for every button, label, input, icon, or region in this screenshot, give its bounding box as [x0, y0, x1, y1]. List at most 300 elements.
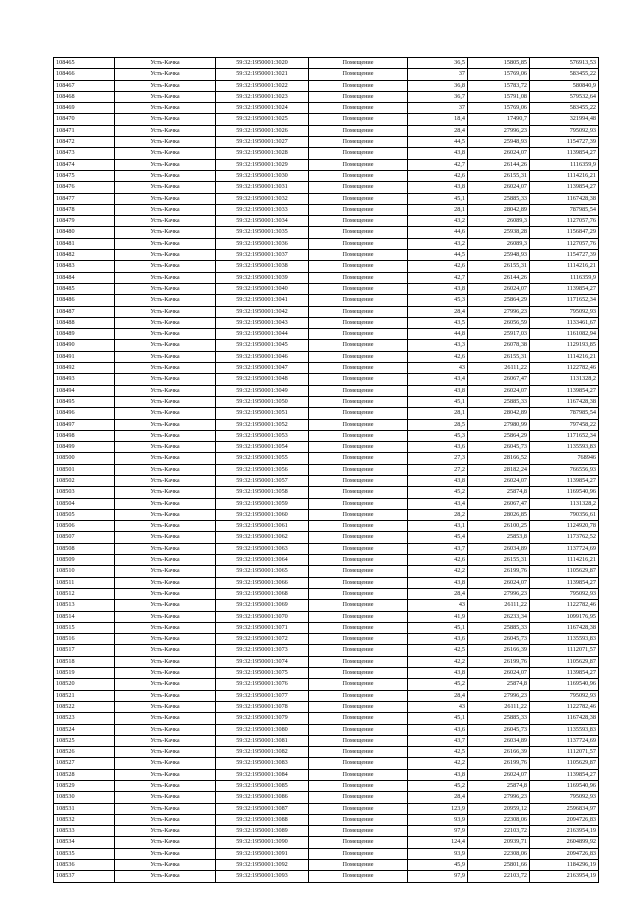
- cadastral-value-cell: 1105629,87: [530, 566, 599, 577]
- area-cell: 28,4: [408, 690, 468, 701]
- cadastral-value-cell: 1167428,38: [530, 622, 599, 633]
- object-type-cell: Помещение: [309, 792, 408, 803]
- cadastral-value-cell: 1131328,2: [530, 374, 599, 385]
- area-cell: 45,1: [408, 713, 468, 724]
- row-number-cell: 108498: [54, 430, 115, 441]
- table-row: [54, 170, 599, 181]
- row-number-cell: 108497: [54, 419, 115, 430]
- area-cell: 43,8: [408, 475, 468, 486]
- object-type-cell: Помещение: [309, 679, 408, 690]
- row-number-cell: 108476: [54, 182, 115, 193]
- table-row: [54, 419, 599, 430]
- object-type-cell: Помещение: [309, 306, 408, 317]
- cadastral-value-cell: 1139854,27: [530, 475, 599, 486]
- table-row: [54, 543, 599, 554]
- cadastral-value-cell: 1171652,34: [530, 295, 599, 306]
- cadastral-number-cell: 59:32:1950001:3082: [216, 747, 309, 758]
- table-row: [54, 91, 599, 102]
- settlement-cell: Усть-Качка: [115, 58, 216, 69]
- table-row: [54, 600, 599, 611]
- unit-value-cell: 26111,22: [468, 701, 530, 712]
- cadastral-number-cell: 59:32:1950001:3090: [216, 837, 309, 848]
- row-number-cell: 108511: [54, 577, 115, 588]
- row-number-cell: 108484: [54, 272, 115, 283]
- area-cell: 44,8: [408, 329, 468, 340]
- area-cell: 43,8: [408, 385, 468, 396]
- table-row: [54, 656, 599, 667]
- unit-value-cell: 28042,89: [468, 204, 530, 215]
- cadastral-value-cell: 1112071,57: [530, 645, 599, 656]
- settlement-cell: Усть-Качка: [115, 193, 216, 204]
- settlement-cell: Усть-Качка: [115, 487, 216, 498]
- table-row: [54, 204, 599, 215]
- cadastral-value-cell: 2094726,83: [530, 848, 599, 859]
- unit-value-cell: 26155,31: [468, 170, 530, 181]
- table-row: [54, 588, 599, 599]
- cadastral-number-cell: 59:32:1950001:3041: [216, 295, 309, 306]
- cadastral-value-cell: 1114216,21: [530, 351, 599, 362]
- unit-value-cell: 25801,66: [468, 860, 530, 871]
- row-number-cell: 108469: [54, 103, 115, 114]
- object-type-cell: Помещение: [309, 814, 408, 825]
- object-type-cell: Помещение: [309, 182, 408, 193]
- cadastral-value-cell: 1167428,38: [530, 396, 599, 407]
- row-number-cell: 108523: [54, 713, 115, 724]
- table-row: [54, 577, 599, 588]
- table-row: [54, 566, 599, 577]
- object-type-cell: Помещение: [309, 283, 408, 294]
- table-row: [54, 464, 599, 475]
- unit-value-cell: 22103,72: [468, 826, 530, 837]
- cadastral-value-cell: 1156847,29: [530, 227, 599, 238]
- settlement-cell: Усть-Качка: [115, 634, 216, 645]
- cadastral-number-cell: 59:32:1950001:3083: [216, 758, 309, 769]
- unit-value-cell: 26067,47: [468, 374, 530, 385]
- cadastral-number-cell: 59:32:1950001:3036: [216, 238, 309, 249]
- row-number-cell: 108507: [54, 532, 115, 543]
- cadastral-number-cell: 59:32:1950001:3080: [216, 724, 309, 735]
- cadastral-number-cell: 59:32:1950001:3037: [216, 250, 309, 261]
- table-row: [54, 622, 599, 633]
- area-cell: 43,8: [408, 283, 468, 294]
- settlement-cell: Усть-Качка: [115, 509, 216, 520]
- unit-value-cell: 22308,06: [468, 848, 530, 859]
- table-row: [54, 374, 599, 385]
- cadastral-number-cell: 59:32:1950001:3071: [216, 622, 309, 633]
- settlement-cell: Усть-Качка: [115, 871, 216, 882]
- cadastral-number-cell: 59:32:1950001:3079: [216, 713, 309, 724]
- area-cell: 18,4: [408, 114, 468, 125]
- settlement-cell: Усть-Качка: [115, 735, 216, 746]
- row-number-cell: 108505: [54, 509, 115, 520]
- settlement-cell: Усть-Качка: [115, 114, 216, 125]
- cadastral-value-cell: 2596834,97: [530, 803, 599, 814]
- cadastral-number-cell: 59:32:1950001:3053: [216, 430, 309, 441]
- settlement-cell: Усть-Качка: [115, 645, 216, 656]
- table-body: [54, 58, 599, 883]
- cadastral-number-cell: 59:32:1950001:3075: [216, 668, 309, 679]
- settlement-cell: Усть-Качка: [115, 521, 216, 532]
- object-type-cell: Помещение: [309, 148, 408, 159]
- settlement-cell: Усть-Качка: [115, 137, 216, 148]
- settlement-cell: Усть-Качка: [115, 351, 216, 362]
- table-row: [54, 555, 599, 566]
- cadastral-number-cell: 59:32:1950001:3084: [216, 769, 309, 780]
- cadastral-number-cell: 59:32:1950001:3076: [216, 679, 309, 690]
- cadastral-value-cell: 1135593,83: [530, 634, 599, 645]
- cadastral-value-cell: 1137724,69: [530, 735, 599, 746]
- area-cell: 45,4: [408, 532, 468, 543]
- object-type-cell: Помещение: [309, 543, 408, 554]
- settlement-cell: Усть-Качка: [115, 826, 216, 837]
- object-type-cell: Помещение: [309, 80, 408, 91]
- area-cell: 43,8: [408, 668, 468, 679]
- object-type-cell: Помещение: [309, 340, 408, 351]
- table-row: [54, 453, 599, 464]
- object-type-cell: Помещение: [309, 69, 408, 80]
- cadastral-value-cell: 583455,22: [530, 69, 599, 80]
- row-number-cell: 108527: [54, 758, 115, 769]
- unit-value-cell: 26111,22: [468, 363, 530, 374]
- unit-value-cell: 26024,07: [468, 148, 530, 159]
- settlement-cell: Усть-Качка: [115, 385, 216, 396]
- row-number-cell: 108480: [54, 227, 115, 238]
- area-cell: 124,4: [408, 837, 468, 848]
- row-number-cell: 108495: [54, 396, 115, 407]
- area-cell: 27,3: [408, 453, 468, 464]
- settlement-cell: Усть-Качка: [115, 837, 216, 848]
- cadastral-value-cell: 1184296,19: [530, 860, 599, 871]
- table-row: [54, 148, 599, 159]
- cadastral-value-cell: 1137724,69: [530, 543, 599, 554]
- settlement-cell: Усть-Качка: [115, 103, 216, 114]
- unit-value-cell: 26045,73: [468, 442, 530, 453]
- settlement-cell: Усть-Качка: [115, 498, 216, 509]
- table-row: [54, 58, 599, 69]
- settlement-cell: Усть-Качка: [115, 170, 216, 181]
- settlement-cell: Усть-Качка: [115, 91, 216, 102]
- table-row: [54, 475, 599, 486]
- unit-value-cell: 25853,8: [468, 532, 530, 543]
- object-type-cell: Помещение: [309, 464, 408, 475]
- cadastral-number-cell: 59:32:1950001:3047: [216, 363, 309, 374]
- object-type-cell: Помещение: [309, 170, 408, 181]
- table-row: [54, 351, 599, 362]
- table-row: [54, 69, 599, 80]
- settlement-cell: Усть-Качка: [115, 611, 216, 622]
- cadastral-number-cell: 59:32:1950001:3060: [216, 509, 309, 520]
- cadastral-number-cell: 59:32:1950001:3066: [216, 577, 309, 588]
- table-row: [54, 701, 599, 712]
- cadastral-value-cell: 1112071,57: [530, 747, 599, 758]
- area-cell: 44,6: [408, 227, 468, 238]
- unit-value-cell: 25948,93: [468, 250, 530, 261]
- row-number-cell: 108530: [54, 792, 115, 803]
- table-row: [54, 837, 599, 848]
- cadastral-number-cell: 59:32:1950001:3059: [216, 498, 309, 509]
- cadastral-value-cell: 1167428,38: [530, 713, 599, 724]
- object-type-cell: Помещение: [309, 238, 408, 249]
- row-number-cell: 108512: [54, 588, 115, 599]
- object-type-cell: Помещение: [309, 193, 408, 204]
- object-type-cell: Помещение: [309, 588, 408, 599]
- table-row: [54, 634, 599, 645]
- object-type-cell: Помещение: [309, 453, 408, 464]
- table-row: [54, 724, 599, 735]
- settlement-cell: Усть-Качка: [115, 622, 216, 633]
- cadastral-number-cell: 59:32:1950001:3026: [216, 125, 309, 136]
- unit-value-cell: 15769,06: [468, 69, 530, 80]
- row-number-cell: 108492: [54, 363, 115, 374]
- settlement-cell: Усть-Качка: [115, 396, 216, 407]
- settlement-cell: Усть-Качка: [115, 408, 216, 419]
- object-type-cell: Помещение: [309, 396, 408, 407]
- cadastral-number-cell: 59:32:1950001:3056: [216, 464, 309, 475]
- unit-value-cell: 26144,26: [468, 159, 530, 170]
- row-number-cell: 108474: [54, 159, 115, 170]
- area-cell: 43,8: [408, 148, 468, 159]
- table-row: [54, 396, 599, 407]
- object-type-cell: Помещение: [309, 701, 408, 712]
- object-type-cell: Помещение: [309, 295, 408, 306]
- cadastral-value-cell: 2163954,19: [530, 871, 599, 882]
- register-table-sheet: [53, 57, 598, 883]
- unit-value-cell: 17490,7: [468, 114, 530, 125]
- unit-value-cell: 25885,33: [468, 622, 530, 633]
- unit-value-cell: 26024,07: [468, 283, 530, 294]
- table-row: [54, 826, 599, 837]
- cadastral-number-cell: 59:32:1950001:3033: [216, 204, 309, 215]
- row-number-cell: 108528: [54, 769, 115, 780]
- unit-value-cell: 25874,8: [468, 781, 530, 792]
- unit-value-cell: 26166,39: [468, 747, 530, 758]
- row-number-cell: 108529: [54, 781, 115, 792]
- area-cell: 43,2: [408, 216, 468, 227]
- cadastral-number-cell: 59:32:1950001:3034: [216, 216, 309, 227]
- object-type-cell: Помещение: [309, 408, 408, 419]
- unit-value-cell: 25885,33: [468, 193, 530, 204]
- area-cell: 43: [408, 600, 468, 611]
- unit-value-cell: 26089,3: [468, 238, 530, 249]
- settlement-cell: Усть-Качка: [115, 363, 216, 374]
- cadastral-number-cell: 59:32:1950001:3022: [216, 80, 309, 91]
- row-number-cell: 108489: [54, 329, 115, 340]
- row-number-cell: 108487: [54, 306, 115, 317]
- row-number-cell: 108493: [54, 374, 115, 385]
- table-row: [54, 295, 599, 306]
- cadastral-value-cell: 1133461,67: [530, 317, 599, 328]
- cadastral-value-cell: 1154727,39: [530, 250, 599, 261]
- settlement-cell: Усть-Качка: [115, 283, 216, 294]
- cadastral-value-cell: 1127057,76: [530, 216, 599, 227]
- object-type-cell: Помещение: [309, 826, 408, 837]
- cadastral-number-cell: 59:32:1950001:3081: [216, 735, 309, 746]
- object-type-cell: Помещение: [309, 363, 408, 374]
- cadastral-value-cell: 797458,22: [530, 419, 599, 430]
- row-number-cell: 108503: [54, 487, 115, 498]
- row-number-cell: 108500: [54, 453, 115, 464]
- object-type-cell: Помещение: [309, 114, 408, 125]
- table-row: [54, 747, 599, 758]
- table-row: [54, 713, 599, 724]
- cadastral-value-cell: 1135593,83: [530, 724, 599, 735]
- row-number-cell: 108485: [54, 283, 115, 294]
- row-number-cell: 108535: [54, 848, 115, 859]
- settlement-cell: Усть-Качка: [115, 543, 216, 554]
- area-cell: 43,2: [408, 238, 468, 249]
- object-type-cell: Помещение: [309, 611, 408, 622]
- unit-value-cell: 27996,23: [468, 792, 530, 803]
- area-cell: 42,2: [408, 566, 468, 577]
- cadastral-value-cell: 1116359,9: [530, 159, 599, 170]
- table-row: [54, 792, 599, 803]
- row-number-cell: 108468: [54, 91, 115, 102]
- unit-value-cell: 15769,06: [468, 103, 530, 114]
- settlement-cell: Усть-Качка: [115, 848, 216, 859]
- object-type-cell: Помещение: [309, 690, 408, 701]
- area-cell: 45,2: [408, 487, 468, 498]
- area-cell: 42,6: [408, 170, 468, 181]
- cadastral-number-cell: 59:32:1950001:3038: [216, 261, 309, 272]
- area-cell: 43,8: [408, 182, 468, 193]
- table-row: [54, 803, 599, 814]
- row-number-cell: 108534: [54, 837, 115, 848]
- cadastral-value-cell: 1139854,27: [530, 577, 599, 588]
- row-number-cell: 108522: [54, 701, 115, 712]
- row-number-cell: 108526: [54, 747, 115, 758]
- settlement-cell: Усть-Качка: [115, 295, 216, 306]
- table-row: [54, 385, 599, 396]
- row-number-cell: 108473: [54, 148, 115, 159]
- table-row: [54, 848, 599, 859]
- row-number-cell: 108532: [54, 814, 115, 825]
- cadastral-number-cell: 59:32:1950001:3048: [216, 374, 309, 385]
- cadastral-number-cell: 59:32:1950001:3093: [216, 871, 309, 882]
- table-row: [54, 690, 599, 701]
- cadastral-value-cell: 790356,61: [530, 509, 599, 520]
- cadastral-value-cell: 1116359,9: [530, 272, 599, 283]
- cadastral-value-cell: 1129193,85: [530, 340, 599, 351]
- area-cell: 36,5: [408, 58, 468, 69]
- unit-value-cell: 26155,31: [468, 351, 530, 362]
- table-row: [54, 272, 599, 283]
- unit-value-cell: 26045,73: [468, 724, 530, 735]
- unit-value-cell: 27996,23: [468, 690, 530, 701]
- area-cell: 45,1: [408, 396, 468, 407]
- object-type-cell: Помещение: [309, 645, 408, 656]
- cadastral-number-cell: 59:32:1950001:3072: [216, 634, 309, 645]
- cadastral-number-cell: 59:32:1950001:3051: [216, 408, 309, 419]
- cadastral-number-cell: 59:32:1950001:3069: [216, 600, 309, 611]
- unit-value-cell: 27996,23: [468, 306, 530, 317]
- cadastral-value-cell: 795092,93: [530, 125, 599, 136]
- cadastral-value-cell: 2094726,83: [530, 814, 599, 825]
- unit-value-cell: 25938,28: [468, 227, 530, 238]
- settlement-cell: Усть-Качка: [115, 250, 216, 261]
- unit-value-cell: 27996,23: [468, 125, 530, 136]
- cadastral-number-cell: 59:32:1950001:3045: [216, 340, 309, 351]
- settlement-cell: Усть-Качка: [115, 419, 216, 430]
- table-row: [54, 340, 599, 351]
- table-row: [54, 182, 599, 193]
- area-cell: 43,8: [408, 769, 468, 780]
- row-number-cell: 108520: [54, 679, 115, 690]
- cadastral-number-cell: 59:32:1950001:3088: [216, 814, 309, 825]
- cadastral-number-cell: 59:32:1950001:3031: [216, 182, 309, 193]
- settlement-cell: Усть-Качка: [115, 588, 216, 599]
- area-cell: 43,5: [408, 317, 468, 328]
- row-number-cell: 108533: [54, 826, 115, 837]
- unit-value-cell: 28026,85: [468, 509, 530, 520]
- cadastral-number-cell: 59:32:1950001:3068: [216, 588, 309, 599]
- table-row: [54, 758, 599, 769]
- settlement-cell: Усть-Качка: [115, 227, 216, 238]
- cadastral-value-cell: 1114216,21: [530, 261, 599, 272]
- table-row: [54, 103, 599, 114]
- cadastral-value-cell: 321994,48: [530, 114, 599, 125]
- object-type-cell: Помещение: [309, 442, 408, 453]
- area-cell: 27,2: [408, 464, 468, 475]
- object-type-cell: Помещение: [309, 848, 408, 859]
- table-row: [54, 317, 599, 328]
- area-cell: 36,7: [408, 91, 468, 102]
- cadastral-value-cell: 795092,93: [530, 588, 599, 599]
- settlement-cell: Усть-Качка: [115, 679, 216, 690]
- area-cell: 28,4: [408, 792, 468, 803]
- settlement-cell: Усть-Качка: [115, 374, 216, 385]
- cadastral-value-cell: 583455,22: [530, 103, 599, 114]
- property-register-table: [53, 57, 599, 883]
- settlement-cell: Усть-Качка: [115, 442, 216, 453]
- unit-value-cell: 26100,25: [468, 521, 530, 532]
- cadastral-value-cell: 1105629,87: [530, 758, 599, 769]
- row-number-cell: 108513: [54, 600, 115, 611]
- cadastral-number-cell: 59:32:1950001:3046: [216, 351, 309, 362]
- area-cell: 42,5: [408, 747, 468, 758]
- row-number-cell: 108482: [54, 250, 115, 261]
- cadastral-value-cell: 766556,93: [530, 464, 599, 475]
- object-type-cell: Помещение: [309, 656, 408, 667]
- row-number-cell: 108536: [54, 860, 115, 871]
- cadastral-value-cell: 787985,54: [530, 204, 599, 215]
- cadastral-number-cell: 59:32:1950001:3054: [216, 442, 309, 453]
- table-row: [54, 487, 599, 498]
- table-row: [54, 306, 599, 317]
- object-type-cell: Помещение: [309, 91, 408, 102]
- row-number-cell: 108514: [54, 611, 115, 622]
- settlement-cell: Усть-Качка: [115, 216, 216, 227]
- unit-value-cell: 26199,76: [468, 656, 530, 667]
- unit-value-cell: 25885,33: [468, 713, 530, 724]
- area-cell: 36,8: [408, 80, 468, 91]
- area-cell: 37: [408, 103, 468, 114]
- object-type-cell: Помещение: [309, 735, 408, 746]
- cadastral-number-cell: 59:32:1950001:3027: [216, 137, 309, 148]
- cadastral-value-cell: 1171652,34: [530, 430, 599, 441]
- settlement-cell: Усть-Качка: [115, 814, 216, 825]
- object-type-cell: Помещение: [309, 521, 408, 532]
- cadastral-number-cell: 59:32:1950001:3055: [216, 453, 309, 464]
- cadastral-value-cell: 1139854,27: [530, 385, 599, 396]
- settlement-cell: Усть-Качка: [115, 238, 216, 249]
- settlement-cell: Усть-Качка: [115, 577, 216, 588]
- cadastral-value-cell: 1139854,27: [530, 283, 599, 294]
- area-cell: 42,6: [408, 555, 468, 566]
- cadastral-value-cell: 1139854,27: [530, 769, 599, 780]
- unit-value-cell: 25917,03: [468, 329, 530, 340]
- table-row: [54, 125, 599, 136]
- cadastral-number-cell: 59:32:1950001:3058: [216, 487, 309, 498]
